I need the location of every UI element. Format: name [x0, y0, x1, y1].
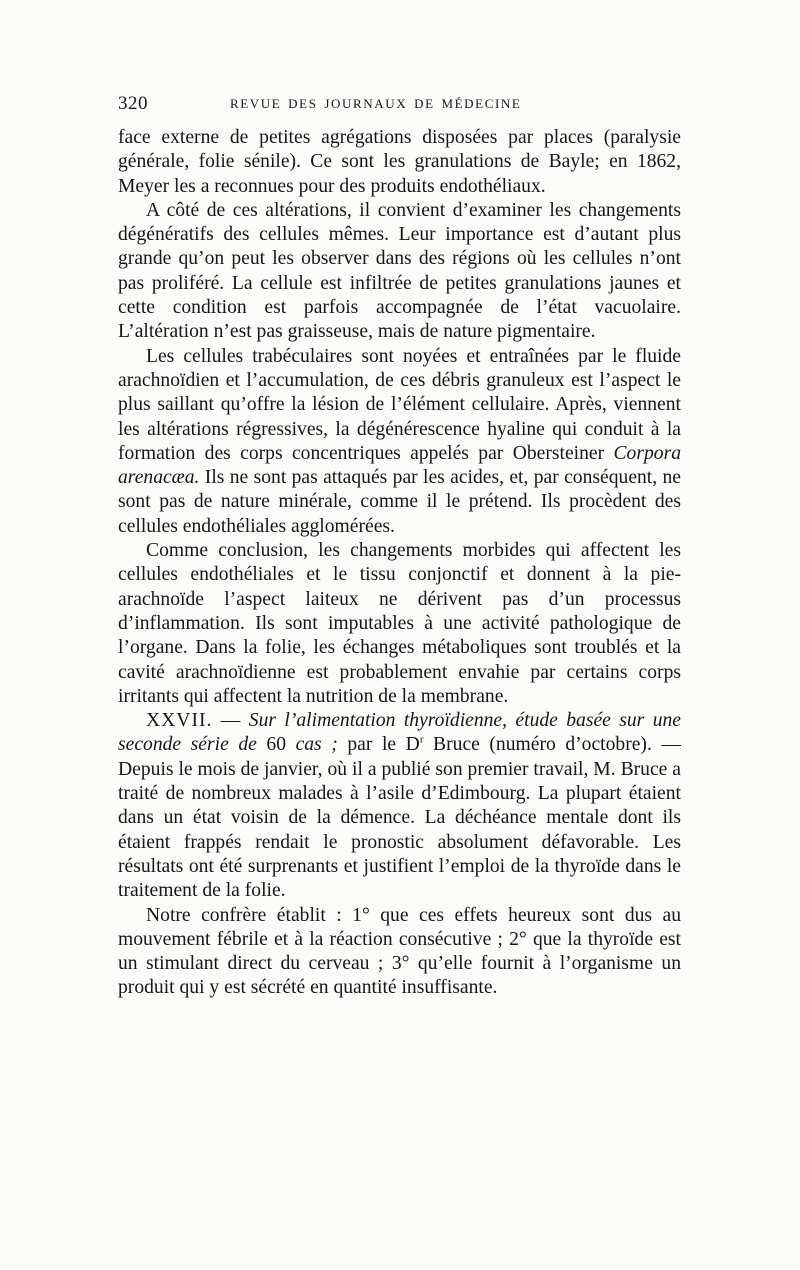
- article-title: Sur l’alimentation thyroïdienne, étude basée sur une seconde série de: [118, 710, 681, 756]
- paragraph-2: A côté de ces altérations, il convient d’examiner les changements dégénératifs des cellules mêmes. Leur importance est d’autant plus grande qu’on peut les observer dans des régions où les cellules n’ont pas proliféré. La cellule est infiltrée de petites granulations jaunes et cette condition est parfois accompagnée de l’état vacuolaire. L’altération n’est pas graisseuse, mais de nature pigmentaire.: [118, 199, 681, 343]
- running-title: REVUE DES JOURNAUX DE MÉDECINE: [230, 96, 522, 111]
- paragraph-3-text-start: Les cellules trabéculaires sont noyées et entraînées par le fluide arachnoïdien et l’accumulation, de ces débris granuleux est l’aspect le plus saillant qu’offre la lésion de l’élément cellulaire. Après, viennent les altérations régressives, la dégénérescence hyaline qui conduit à la formation des corps concentriques appelés par Obersteiner: [118, 345, 681, 464]
- dash: —: [212, 710, 249, 732]
- paragraph-5-text: Bruce (numéro d’octobre). — Depuis le mois de janvier, où il a publié son premier travail, M. Bruce a traité de nombreux malades à l’asile d’Edimbourg. La plupart étaient dans un état voisin de la démence. La déchéance mentale dont ils étaient frappés rendait le pronostic absolument défavorable. Les résultats ont été surprenants et justifient l’emploi de la thyroïde dans le traitement de la folie.: [118, 734, 682, 902]
- paragraph-5: [118, 709, 681, 903]
- latin-term: Corpora arenacæa.: [118, 442, 681, 489]
- author-prefix: par le D: [347, 734, 420, 756]
- cases-word: cas: [295, 734, 322, 756]
- paragraph-3-text-end: Ils ne sont pas attaqués par les acides, et, par conséquent, ne sont pas de nature minérale, comme il le prétend. Ils procèdent des cellules endothéliales agglomérées.: [118, 467, 681, 537]
- paragraph-6: Notre confrère établit : 1° que ces effets heureux sont dus au mouvement fébrile et à la réaction consécutive ; 2° que la thyroïde est un stimulant direct du cerveau ; 3° qu’elle fournit à l’organisme un produit qui y est sécrété en quantité insuffisante.: [118, 904, 681, 999]
- paragraph-1: face externe de petites agrégations disposées par places (paralysie générale, folie sénile). Ce sont les granulations de Bayle; en 1862, Meyer les a reconnues pour des produits endothéliaux.: [118, 127, 681, 197]
- section-number: XXVII.: [146, 710, 213, 732]
- paragraph-4: Comme conclusion, les changements morbides qui affectent les cellules endothéliales et le tissu conjonctif et donnent à la pie-arachnoïde l’aspect laiteux ne dérivent pas d’un processus d’inflammation. Ils sont imputables à une activité pathologique de l’organe. Dans la folie, les échanges métaboliques sont troublés et la cavité arachnoïdienne est probablement envahie par certains corps irritants qui affectent la nutrition de la membrane.: [118, 540, 681, 707]
- page-number: 320: [118, 93, 148, 114]
- doctor-superscript: r: [419, 733, 424, 746]
- paragraph-3: [118, 345, 681, 539]
- semicolon: ;: [321, 734, 348, 756]
- body-text: [118, 126, 681, 1001]
- running-header: [118, 93, 680, 117]
- case-count: 60: [256, 734, 296, 756]
